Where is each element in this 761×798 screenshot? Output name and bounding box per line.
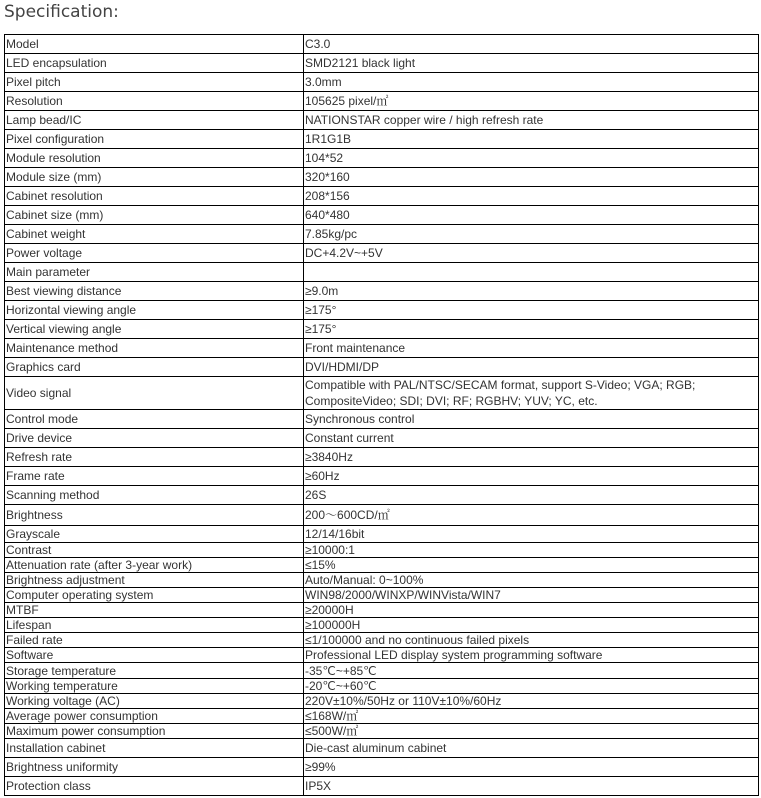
- spec-value: ≥99%: [304, 758, 759, 777]
- spec-label: Main parameter: [5, 263, 304, 282]
- spec-value: -35℃~+85℃: [304, 663, 759, 679]
- spec-value: DC+4.2V~+5V: [304, 244, 759, 263]
- table-row: [5, 244, 759, 263]
- spec-label: Best viewing distance: [5, 282, 304, 301]
- spec-label: Contrast: [5, 543, 304, 558]
- spec-value: 7.85kg/pc: [304, 225, 759, 244]
- spec-label: Scanning method: [5, 486, 304, 505]
- spec-label: Control mode: [5, 410, 304, 429]
- spec-value: DVI/HDMI/DP: [304, 358, 759, 377]
- spec-value: 220V±10%/50Hz or 110V±10%/60Hz: [304, 694, 759, 709]
- spec-label: Failed rate: [5, 633, 304, 648]
- table-row: [5, 526, 759, 543]
- table-row: [5, 588, 759, 603]
- spec-value: Synchronous control: [304, 410, 759, 429]
- table-row: [5, 777, 759, 796]
- table-row: [5, 225, 759, 244]
- spec-label: Cabinet weight: [5, 225, 304, 244]
- spec-value: ≥9.0m: [304, 282, 759, 301]
- spec-value: ≥100000H: [304, 618, 759, 633]
- spec-value: ≥175°: [304, 320, 759, 339]
- table-row: [5, 758, 759, 777]
- spec-value: ≤1/100000 and no continuous failed pixels: [304, 633, 759, 648]
- table-row: [5, 282, 759, 301]
- spec-value: Professional LED display system programming software: [304, 648, 759, 663]
- spec-label: Frame rate: [5, 467, 304, 486]
- spec-value: [304, 263, 759, 282]
- table-row: [5, 543, 759, 558]
- spec-label: Pixel pitch: [5, 73, 304, 92]
- spec-value: ≥175°: [304, 301, 759, 320]
- spec-label: Vertical viewing angle: [5, 320, 304, 339]
- spec-value: 12/14/16bit: [304, 526, 759, 543]
- spec-label: LED encapsulation: [5, 54, 304, 73]
- spec-label: Refresh rate: [5, 448, 304, 467]
- table-row: [5, 377, 759, 410]
- table-row: [5, 679, 759, 694]
- table-row: [5, 486, 759, 505]
- spec-label: Lifespan: [5, 618, 304, 633]
- spec-value: ≤168W/㎡: [304, 709, 759, 724]
- spec-label: MTBF: [5, 603, 304, 618]
- spec-value: 208*156: [304, 187, 759, 206]
- table-row: [5, 168, 759, 187]
- table-row: [5, 467, 759, 486]
- table-row: [5, 73, 759, 92]
- table-row: [5, 573, 759, 588]
- spec-value: ≥20000H: [304, 603, 759, 618]
- table-row: [5, 663, 759, 679]
- spec-label: Power voltage: [5, 244, 304, 263]
- table-row: [5, 633, 759, 648]
- table-row: [5, 35, 759, 54]
- spec-label: Software: [5, 648, 304, 663]
- spec-label: Installation cabinet: [5, 739, 304, 758]
- spec-label: Cabinet size (mm): [5, 206, 304, 225]
- spec-value: 105625 pixel/㎡: [304, 92, 759, 111]
- table-row: [5, 358, 759, 377]
- specification-table: [4, 34, 759, 796]
- spec-value: 640*480: [304, 206, 759, 225]
- spec-label: Resolution: [5, 92, 304, 111]
- spec-label: Horizontal viewing angle: [5, 301, 304, 320]
- spec-label: Computer operating system: [5, 588, 304, 603]
- spec-label: Working temperature: [5, 679, 304, 694]
- table-row: [5, 429, 759, 448]
- table-row: [5, 694, 759, 709]
- spec-label: Lamp bead/IC: [5, 111, 304, 130]
- table-row: [5, 739, 759, 758]
- spec-value: Die-cast aluminum cabinet: [304, 739, 759, 758]
- spec-value: 104*52: [304, 149, 759, 168]
- spec-value: NATIONSTAR copper wire / high refresh rate: [304, 111, 759, 130]
- spec-label: Attenuation rate (after 3-year work): [5, 558, 304, 573]
- table-row: [5, 410, 759, 429]
- spec-label: Brightness: [5, 505, 304, 526]
- spec-label: Module size (mm): [5, 168, 304, 187]
- spec-label: Storage temperature: [5, 663, 304, 679]
- spec-value: SMD2121 black light: [304, 54, 759, 73]
- spec-label: Cabinet resolution: [5, 187, 304, 206]
- spec-value: 26S: [304, 486, 759, 505]
- spec-value: ≥60Hz: [304, 467, 759, 486]
- spec-label: Brightness uniformity: [5, 758, 304, 777]
- spec-value: Compatible with PAL/NTSC/SECAM format, support S-Video; VGA; RGB; CompositeVideo; SDI; DVI; RF; RGBHV; YUV; YC, etc.: [304, 377, 759, 410]
- table-row: [5, 187, 759, 206]
- spec-value: 1R1G1B: [304, 130, 759, 149]
- spec-label: Drive device: [5, 429, 304, 448]
- table-row: [5, 320, 759, 339]
- spec-value: ≥10000:1: [304, 543, 759, 558]
- specification-table-body: [5, 35, 759, 796]
- spec-label: Protection class: [5, 777, 304, 796]
- spec-label: Module resolution: [5, 149, 304, 168]
- table-row: [5, 206, 759, 225]
- spec-label: Average power consumption: [5, 709, 304, 724]
- table-row: [5, 558, 759, 573]
- table-row: [5, 111, 759, 130]
- table-row: [5, 648, 759, 663]
- spec-label: Brightness adjustment: [5, 573, 304, 588]
- spec-label: Video signal: [5, 377, 304, 410]
- table-row: [5, 709, 759, 724]
- spec-value: Auto/Manual: 0~100%: [304, 573, 759, 588]
- page-title: Specification:: [4, 2, 119, 22]
- spec-label: Model: [5, 35, 304, 54]
- spec-value: Constant current: [304, 429, 759, 448]
- table-row: [5, 618, 759, 633]
- spec-label: Pixel configuration: [5, 130, 304, 149]
- table-row: [5, 92, 759, 111]
- table-row: [5, 724, 759, 739]
- table-row: [5, 603, 759, 618]
- spec-value: Front maintenance: [304, 339, 759, 358]
- table-row: [5, 54, 759, 73]
- spec-value: -20℃~+60℃: [304, 679, 759, 694]
- spec-label: Maintenance method: [5, 339, 304, 358]
- table-row: [5, 130, 759, 149]
- spec-value: ≥3840Hz: [304, 448, 759, 467]
- spec-value: C3.0: [304, 35, 759, 54]
- spec-value: IP5X: [304, 777, 759, 796]
- spec-value: 3.0mm: [304, 73, 759, 92]
- table-row: [5, 263, 759, 282]
- table-row: [5, 339, 759, 358]
- spec-label: Grayscale: [5, 526, 304, 543]
- table-row: [5, 301, 759, 320]
- spec-label: Working voltage (AC): [5, 694, 304, 709]
- spec-label: Maximum power consumption: [5, 724, 304, 739]
- table-row: [5, 149, 759, 168]
- spec-label: Graphics card: [5, 358, 304, 377]
- table-row: [5, 448, 759, 467]
- spec-value: ≤15%: [304, 558, 759, 573]
- table-row: [5, 505, 759, 526]
- spec-value: WIN98/2000/WINXP/WINVista/WIN7: [304, 588, 759, 603]
- spec-value: ≤500W/㎡: [304, 724, 759, 739]
- spec-value: 320*160: [304, 168, 759, 187]
- spec-value: 200～600CD/㎡: [304, 505, 759, 526]
